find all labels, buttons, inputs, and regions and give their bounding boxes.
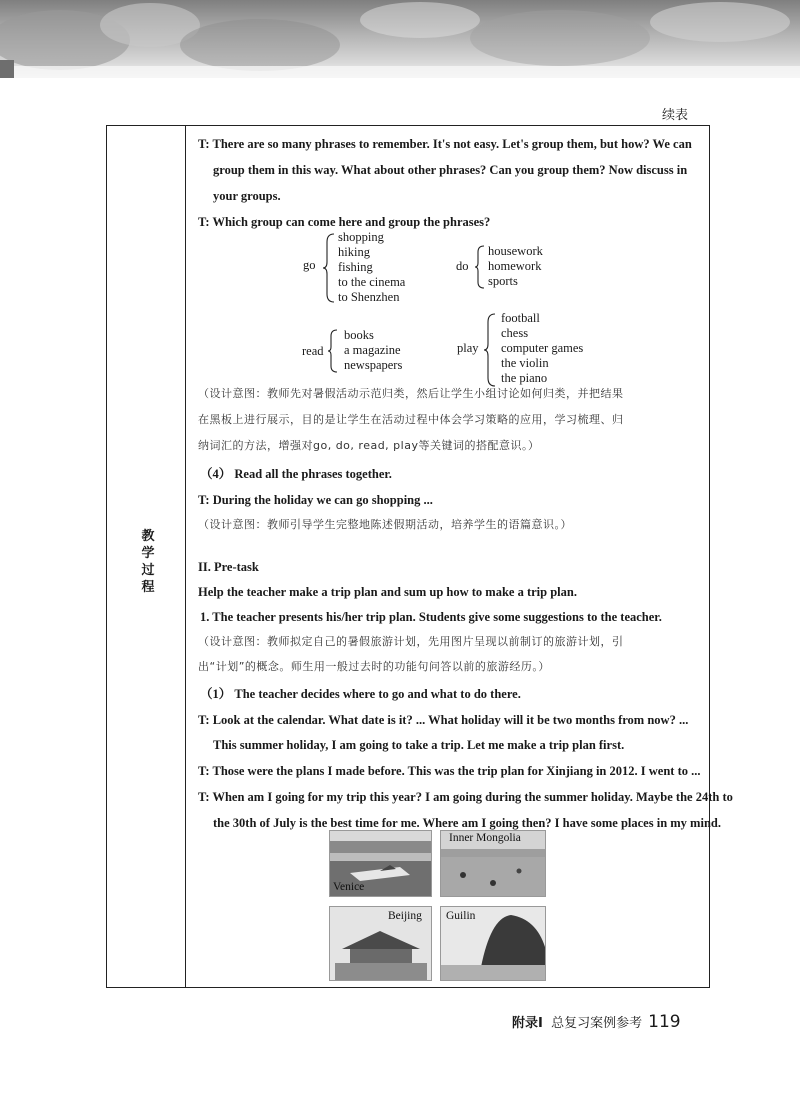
- phrase-item: fishing: [338, 260, 373, 274]
- dialogue-line: your groups.: [213, 189, 281, 203]
- phrase-item: to the cinema: [338, 275, 406, 289]
- brace-icon: [483, 312, 497, 388]
- phrase-item: sports: [488, 274, 518, 288]
- design-note-line: 出“计划”的概念。师生用一般过去时的功能句问答以前的旅游经历。）: [198, 660, 550, 673]
- step-number: （1）: [200, 687, 232, 701]
- phrase-item: hiking: [338, 245, 370, 259]
- step-number: 1.: [200, 610, 210, 624]
- section-intro: Help the teacher make a trip plan and sum up how to make a trip plan.: [198, 585, 577, 599]
- footer-appendix: 附录Ⅰ: [512, 1016, 543, 1031]
- step-line: [200, 466, 392, 482]
- phrase-item: homework: [488, 259, 542, 273]
- speaker-label: T:: [198, 493, 210, 507]
- step-number: （4）: [200, 467, 232, 481]
- photo-venice: [329, 830, 432, 897]
- photo-beijing: [329, 906, 432, 981]
- group-do-items: [488, 244, 543, 289]
- dialogue-line: the 30th of July is the best time for me. Where am I going then? I have some places in my mind.: [213, 816, 721, 830]
- phrase-item: newspapers: [344, 358, 403, 372]
- dialogue-line: [198, 214, 490, 230]
- step-line: [200, 686, 521, 702]
- section-label-char: 程: [141, 580, 155, 595]
- step-line: [200, 609, 662, 625]
- section-heading: II. Pre-task: [198, 560, 259, 574]
- phrase-item: football: [501, 311, 540, 325]
- phrase-item: books: [344, 328, 374, 342]
- banner-pattern: [0, 0, 800, 78]
- photo-caption: Inner Mongolia: [449, 832, 521, 844]
- design-note-line: （设计意图：教师拟定自己的暑假旅游计划，先用图片呈现以前制订的旅游计划，引: [198, 635, 624, 648]
- page-number: 119: [648, 1012, 681, 1032]
- brace-icon: [322, 232, 336, 304]
- design-note-line: （设计意图：教师引导学生完整地陈述假期活动，培养学生的语篇意识。）: [198, 518, 572, 531]
- group-read-items: [344, 328, 402, 373]
- line-text: Those were the plans I made before. This was the trip plan for Xinjiang in 2012. I went to ...: [212, 764, 701, 778]
- speaker-label: T:: [198, 790, 210, 804]
- dialogue-line: [198, 763, 700, 779]
- phrase-item: to Shenzhen: [338, 290, 400, 304]
- line-text: Look at the calendar. What date is it? ... What holiday will it be two months from now? ...: [212, 713, 689, 727]
- line-text: The teacher presents his/her trip plan. Students give some suggestions to the teacher.: [212, 610, 662, 624]
- table-column-divider: [185, 125, 186, 988]
- phrase-item: shopping: [338, 230, 384, 244]
- line-text: During the holiday we can go shopping ...: [212, 493, 433, 507]
- section-label-char: 学: [141, 546, 155, 561]
- design-note-line: （设计意图：教师先对暑假活动示范归类，然后让学生小组讨论如何归类，并把结果: [198, 387, 624, 400]
- speaker-label: T:: [198, 764, 210, 778]
- photo-guilin: [440, 906, 546, 981]
- group-verb-go: go: [303, 258, 316, 272]
- section-label: [136, 528, 160, 596]
- phrase-item: housework: [488, 244, 543, 258]
- dialogue-line: group them in this way. What about other phrases? Can you group them? Now discuss in: [213, 163, 688, 177]
- phrase-item: the violin: [501, 356, 549, 370]
- line-text: There are so many phrases to remember. It's not easy. Let's group them, but how? We can: [212, 137, 692, 151]
- continued-table-label: 续表: [661, 108, 688, 123]
- group-verb-play: play: [457, 341, 479, 355]
- group-verb-read: read: [302, 344, 324, 358]
- photo-caption: Guilin: [446, 910, 476, 922]
- group-play-items: [501, 311, 583, 386]
- speaker-label: T:: [198, 215, 210, 229]
- line-text: The teacher decides where to go and what to do there.: [234, 687, 521, 701]
- brace-icon: [474, 244, 486, 290]
- phrase-item: computer games: [501, 341, 584, 355]
- dialogue-line: [198, 136, 692, 152]
- dialogue-line: [198, 789, 733, 805]
- phrase-item: chess: [501, 326, 529, 340]
- dialogue-line: [198, 712, 688, 728]
- design-note-line: 纳词汇的方法，增强对go, do, read, play等关键词的搭配意识。）: [198, 439, 540, 452]
- speaker-label: T:: [198, 137, 210, 151]
- photo-caption: Beijing: [388, 910, 422, 922]
- design-note-line: 在黑板上进行展示，目的是让学生在活动过程中体会学习策略的应用，学习梳理、归: [198, 413, 624, 426]
- section-label-char: 教: [141, 529, 155, 544]
- brace-icon: [327, 328, 339, 374]
- page-footer: [512, 1012, 681, 1032]
- group-go-items: [338, 230, 405, 305]
- dialogue-line: [198, 492, 433, 508]
- decorative-header-banner: [0, 0, 800, 78]
- phrase-item: the piano: [501, 371, 548, 385]
- dialogue-line: This summer holiday, I am going to take a trip. Let me make a trip plan first.: [213, 738, 625, 752]
- section-label-char: 过: [141, 563, 155, 578]
- speaker-label: T:: [198, 713, 210, 727]
- photo-inner-mongolia: [440, 830, 546, 897]
- photo-caption: Venice: [333, 881, 365, 893]
- line-text: When am I going for my trip this year? I am going during the summer holiday. Maybe the 24th to: [212, 790, 733, 804]
- line-text: Which group can come here and group the phrases?: [212, 215, 491, 229]
- group-verb-do: do: [456, 259, 469, 273]
- footer-title: 总复习案例参考: [551, 1016, 643, 1031]
- phrase-item: a magazine: [344, 343, 401, 357]
- line-text: Read all the phrases together.: [234, 467, 392, 481]
